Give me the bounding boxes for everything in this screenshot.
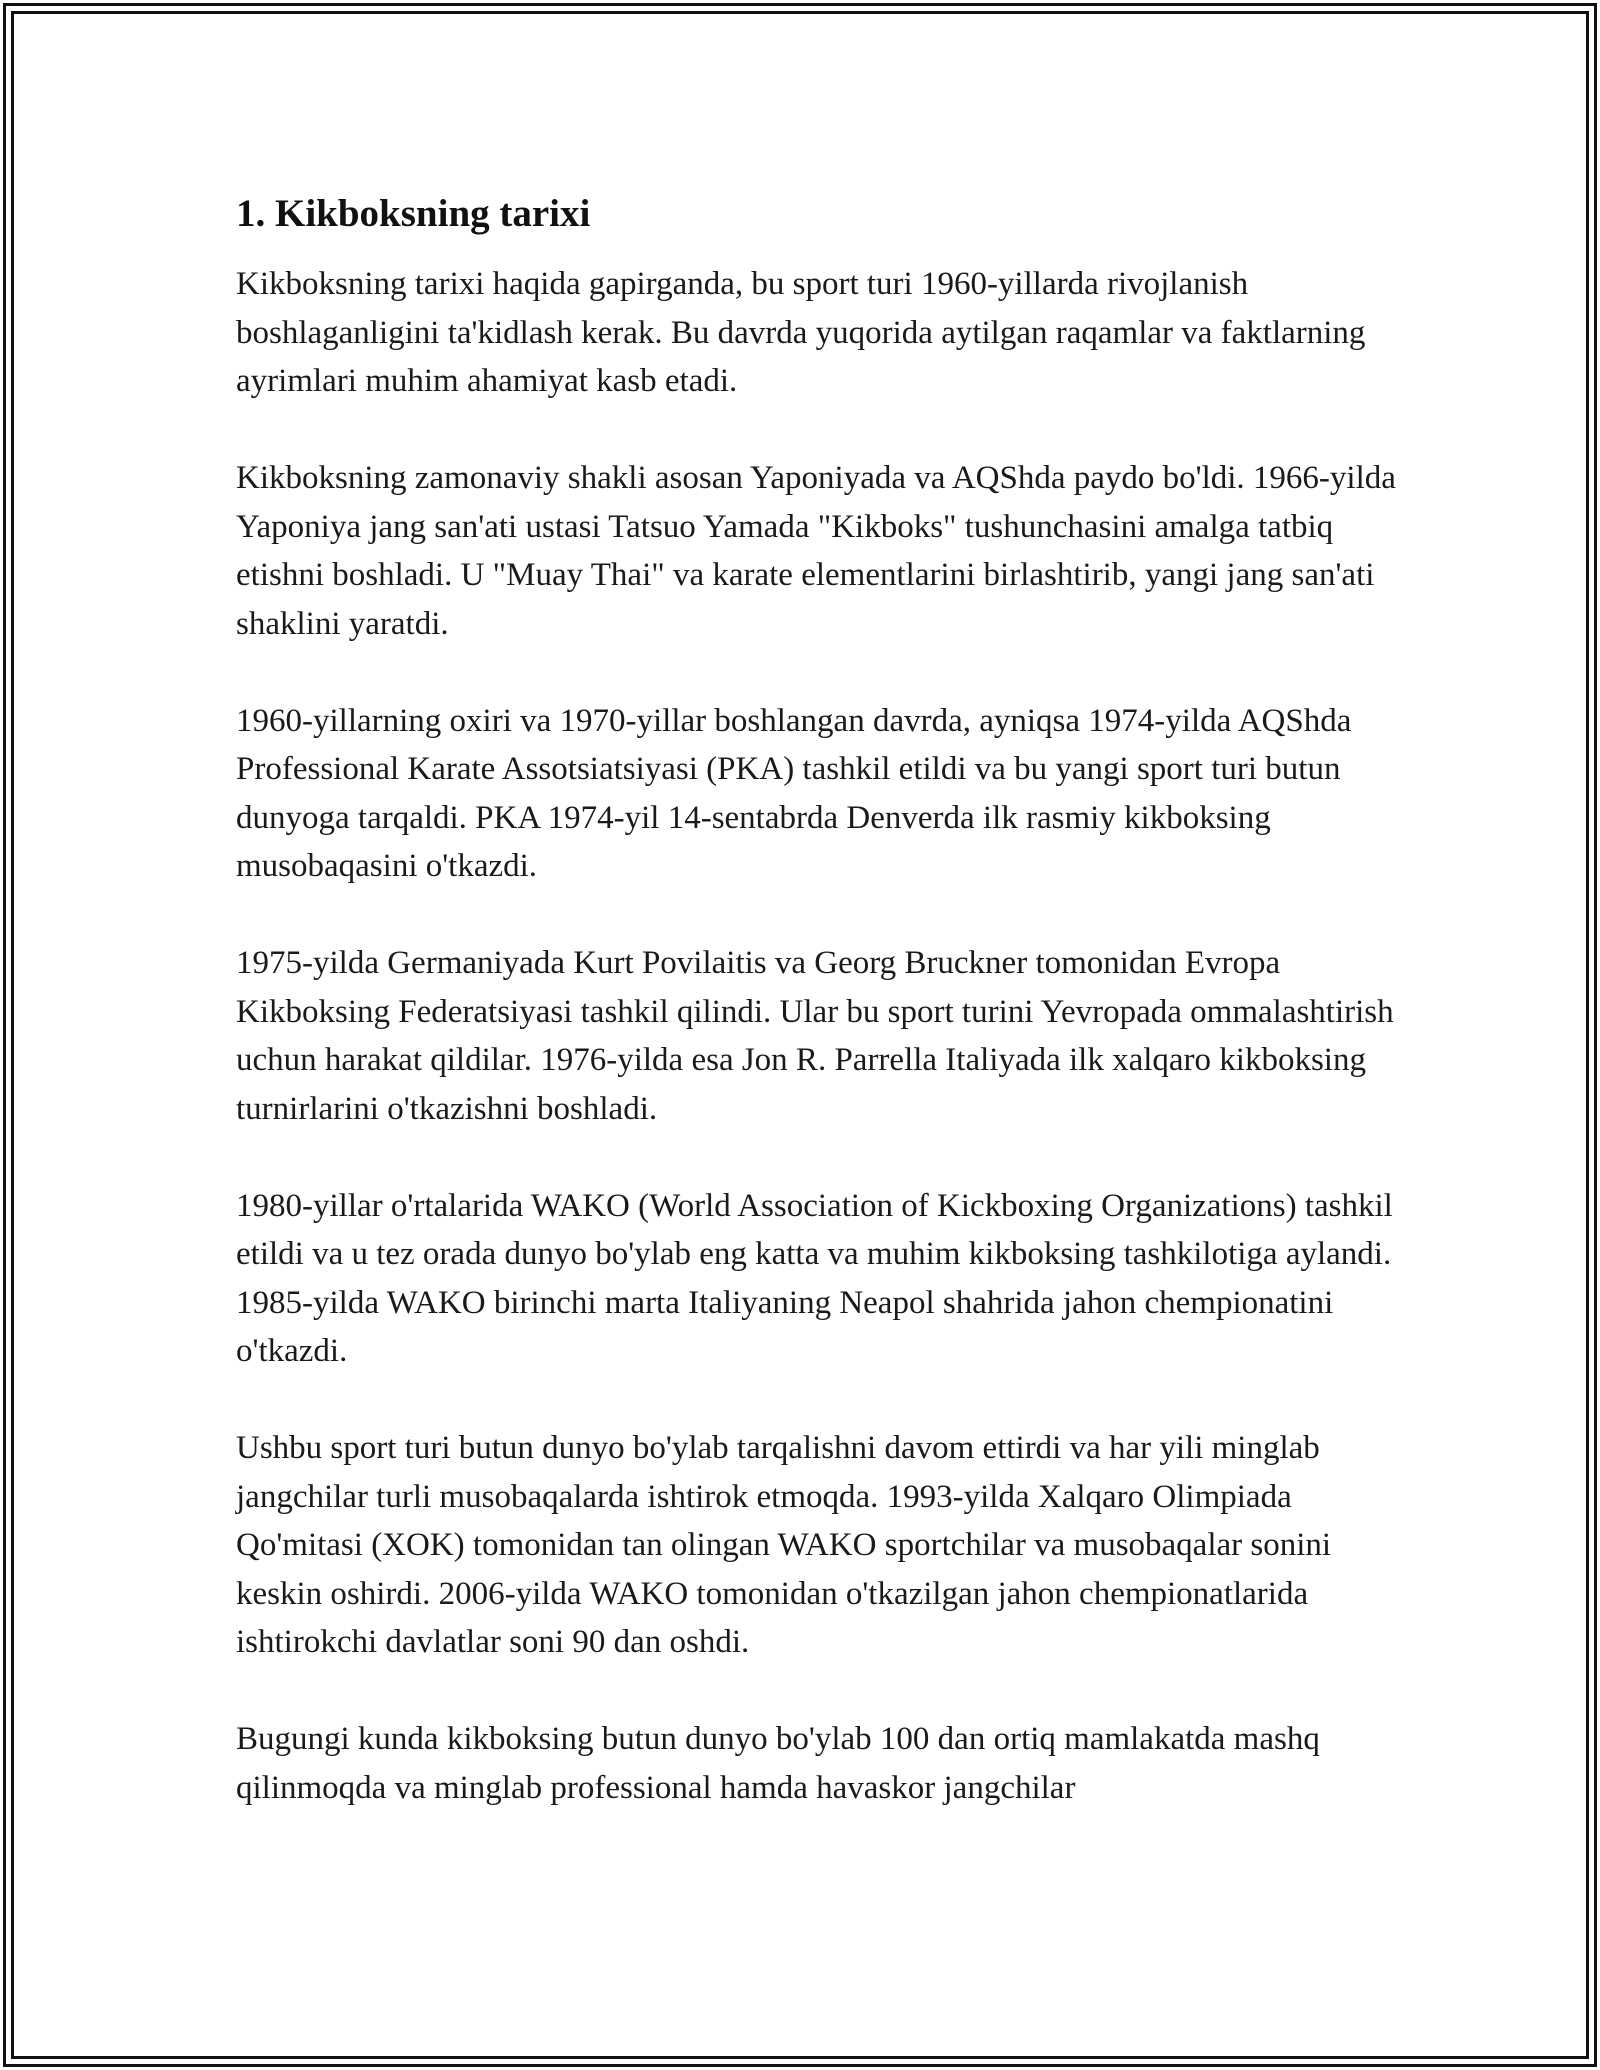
paragraph-5: 1980-yillar o'rtalarida WAKO (World Association of Kickboxing Organizations) tashkil etildi va u tez orada dunyo bo'ylab eng katta va muhim kikboksing tashkilotiga aylandi. 1985-yilda WAKO birinchi marta Italiyaning Neapol shahrida jahon chempionatini o'tkazdi. bbox=[236, 1187, 1393, 1369]
paragraph-3: 1960-yillarning oxiri va 1970-yillar boshlangan davrda, ayniqsa 1974-yilda AQShda Professional Karate Assotsiatsiyasi (PKA) tashkil etildi va bu yangi sport turi butun dunyoga tarqaldi. PKA 1974-yil 14-sentabrda Denverda ilk rasmiy kikboksing musobaqasini o'tkazdi. bbox=[236, 702, 1352, 884]
paragraph-4: 1975-yilda Germaniyada Kurt Povilaitis va Georg Bruckner tomonidan Evropa Kikboksing Federatsiyasi tashkil qilindi. Ular bu sport turini Yevropada ommalashtirish uchun harakat qildilar. 1976-yilda esa Jon R. Parrella Italiyada ilk xalqaro kikboksing turnirlarini o'tkazishni boshladi. bbox=[236, 945, 1394, 1127]
document-body bbox=[236, 188, 1396, 1812]
paragraph-7: Bugungi kunda kikboksing butun dunyo bo'ylab 100 dan ortiq mamlakatda mashq qilinmoqda va minglab professional hamda havaskor jangchilar bbox=[236, 1721, 1320, 1806]
paragraph-2: Kikboksning zamonaviy shakli asosan Yaponiyada va AQShda paydo bo'ldi. 1966-yilda Yaponiya jang san'ati ustasi Tatsuo Yamada "Kikboks" tushunchasini amalga tatbiq etishni boshladi. U "Muay Thai" va karate elementlarini birlashtirib, yangi jang san'ati shaklini yaratdi. bbox=[236, 460, 1396, 642]
paragraph-1: Kikboksning tarixi haqida gapirganda, bu sport turi 1960-yillarda rivojlanish boshlaganligini ta'kidlash kerak. Bu davrda yuqorida aytilgan raqamlar va faktlarning ayrimlari muhim ahamiyat kasb etadi. bbox=[236, 266, 1366, 399]
paragraph-6: Ushbu sport turi butun dunyo bo'ylab tarqalishni davom ettirdi va har yili minglab jangchilar turli musobaqalarda ishtirok etmoqda. 1993-yilda Xalqaro Olimpiada Qo'mitasi (XOK) tomonidan tan olingan WAKO sportchilar va musobaqalar sonini keskin oshirdi. 2006-yilda WAKO tomonidan o'tkazilgan jahon chempionatlarida ishtirokchi davlatlar soni 90 dan oshdi. bbox=[236, 1430, 1332, 1660]
section-heading: 1. Kikboksning tarixi bbox=[236, 192, 591, 235]
